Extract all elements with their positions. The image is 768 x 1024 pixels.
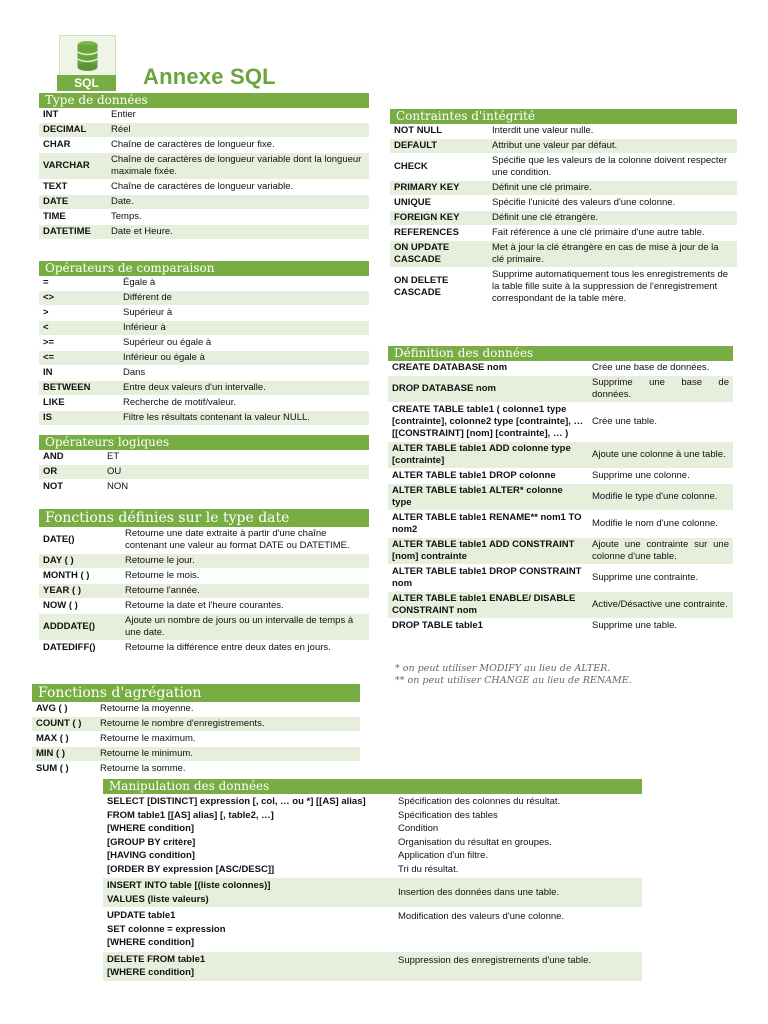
- aggregate-row: [32, 732, 360, 747]
- definition-row: [388, 361, 733, 376]
- comparison-row-key: <>: [39, 291, 119, 306]
- code-line: SET colonne = expression: [107, 923, 226, 935]
- constraint-row-description: Met à jour la clé étrangère en cas de mise à jour de la clé primaire.: [488, 241, 737, 268]
- code-line: [WHERE condition]: [107, 967, 195, 978]
- date-function-row-description: Retourne l'année.: [121, 584, 369, 599]
- definition-row-description: Supprime une table.: [588, 619, 733, 634]
- comparison-row: [39, 336, 369, 351]
- comparison-row-key: IN: [39, 366, 119, 381]
- logical-header: Opérateurs logiques: [39, 435, 369, 450]
- date-function-row-description: Retourne une date extraite à partir d'une chaîne contenant une valeur au format DATE ou DATETIME.: [121, 527, 369, 554]
- definition-row-key: CREATE TABLE table1 ( colonne1 type [contrainte], colonne2 type [contrainte], … [[CONSTRAINT] [nom] [contrainte], … ): [388, 403, 588, 442]
- date-function-row: [39, 614, 369, 641]
- constraint-row-key: ON UPDATE CASCADE: [390, 241, 488, 268]
- definition-row-description: Crée une base de données.: [588, 361, 733, 376]
- type-row-description: Temps.: [107, 210, 369, 225]
- comparison-row: [39, 306, 369, 321]
- definition-row-description: Crée une table.: [588, 403, 733, 442]
- manipulation-table: [103, 794, 642, 982]
- constraint-row: [390, 181, 737, 196]
- constraint-row: [390, 139, 737, 154]
- definition-row-key: ALTER TABLE table1 ALTER* colonne type: [388, 484, 588, 511]
- constraint-row-key: PRIMARY KEY: [390, 181, 488, 196]
- comparison-row: [39, 276, 369, 291]
- logical-row: [39, 480, 369, 495]
- insert-description: Insertion des données dans une table.: [394, 878, 642, 908]
- type-row-description: Date.: [107, 195, 369, 210]
- type-row-description: Chaîne de caractères de longueur variable dont la longueur maximale fixée.: [107, 153, 369, 180]
- code-line: [WHERE condition]: [107, 937, 195, 948]
- comparison-row-key: BETWEEN: [39, 381, 119, 396]
- type-row-key: TEXT: [39, 180, 107, 195]
- constraint-row: [390, 154, 737, 181]
- logical-row-key: AND: [39, 450, 103, 465]
- type-row: [39, 225, 369, 240]
- definition-row: [388, 469, 733, 484]
- constraint-row: [390, 241, 737, 268]
- code-line: FROM table1 [[AS] alias] [, table2, …]: [107, 809, 274, 821]
- definition-row-description: Modifie le type d'une colonne.: [588, 484, 733, 511]
- type-row-description: Chaîne de caractères de longueur variable.: [107, 180, 369, 195]
- comparison-row-description: Supérieur à: [119, 306, 369, 321]
- code-line: [GROUP BY critère]: [107, 836, 196, 848]
- definition-row: [388, 538, 733, 565]
- code-line: Spécification des tables: [398, 809, 498, 821]
- code-line: SELECT [DISTINCT] expression [, col, … ou *] [[AS] alias]: [107, 796, 366, 807]
- date-function-row: [39, 641, 369, 656]
- comparison-header: Opérateurs de comparaison: [39, 261, 369, 276]
- comparison-row: [39, 411, 369, 426]
- date-function-row-key: NOW ( ): [39, 599, 121, 614]
- definition-row-key: ALTER TABLE table1 ENABLE/ DISABLE CONSTRAINT nom: [388, 592, 588, 619]
- comparison-row-key: =: [39, 276, 119, 291]
- delete-description: Suppression des enregistrements d'une table.: [394, 951, 642, 981]
- note-modify: * on peut utiliser MODIFY au lieu de ALTER.: [395, 663, 611, 674]
- code-line: UPDATE table1: [107, 910, 176, 921]
- date-function-row-key: YEAR ( ): [39, 584, 121, 599]
- logo-label: SQL: [57, 75, 116, 91]
- definition-row-key: ALTER TABLE table1 RENAME** nom1 TO nom2: [388, 511, 588, 538]
- definition-row: [388, 442, 733, 469]
- types-table: [39, 108, 369, 240]
- definition-row: [388, 484, 733, 511]
- update-row: [103, 908, 642, 952]
- aggregate-row: [32, 717, 360, 732]
- type-row: [39, 123, 369, 138]
- logical-row: [39, 450, 369, 465]
- comparison-row-description: Supérieur ou égale à: [119, 336, 369, 351]
- definition-row: [388, 376, 733, 403]
- aggregate-row: [32, 762, 360, 777]
- select-description: [394, 794, 642, 878]
- date-function-row: [39, 554, 369, 569]
- date-function-row-description: Retourne la date et l'heure courantes.: [121, 599, 369, 614]
- comparison-row-description: Égale à: [119, 276, 369, 291]
- constraint-row-description: Interdit une valeur nulle.: [488, 124, 737, 139]
- comparison-row: [39, 366, 369, 381]
- constraints-table: [390, 124, 737, 307]
- select-syntax: [103, 794, 394, 878]
- update-description: Modification des valeurs d'une colonne.: [394, 908, 642, 952]
- type-row: [39, 195, 369, 210]
- aggregate-table: [32, 702, 360, 777]
- constraint-row-key: REFERENCES: [390, 226, 488, 241]
- definition-row-description: Supprime une contrainte.: [588, 565, 733, 592]
- type-row-key: DATETIME: [39, 225, 107, 240]
- logical-row-description: OU: [103, 465, 369, 480]
- code-line: Organisation du résultat en groupes.: [398, 836, 552, 848]
- code-line: Condition: [398, 823, 439, 834]
- definition-row-key: CREATE DATABASE nom: [388, 361, 588, 376]
- code-line: VALUES (liste valeurs): [107, 893, 209, 905]
- constraint-row-key: ON DELETE CASCADE: [390, 268, 488, 307]
- logical-row-key: OR: [39, 465, 103, 480]
- dates-section: [39, 509, 369, 656]
- date-function-row-key: DATE(): [39, 527, 121, 554]
- dates-table: [39, 527, 369, 656]
- constraint-row: [390, 124, 737, 139]
- aggregate-section: [32, 684, 360, 777]
- definition-row-description: Supprime une colonne.: [588, 469, 733, 484]
- code-line: Application d'un filtre.: [398, 850, 489, 861]
- date-function-row-key: MONTH ( ): [39, 569, 121, 584]
- insert-syntax: [103, 878, 394, 908]
- type-row-key: VARCHAR: [39, 153, 107, 180]
- type-row-key: DECIMAL: [39, 123, 107, 138]
- comparison-row: [39, 321, 369, 336]
- definition-row-description: Ajoute une contrainte sur une colonne d'une table.: [588, 538, 733, 565]
- page-title: Annexe SQL: [143, 64, 276, 89]
- type-row: [39, 210, 369, 225]
- aggregate-row-description: Retourne le nombre d'enregistrements.: [96, 717, 360, 732]
- type-row-key: DATE: [39, 195, 107, 210]
- comparison-row-key: <=: [39, 351, 119, 366]
- definition-table: [388, 361, 733, 634]
- logical-row-key: NOT: [39, 480, 103, 495]
- code-line: INSERT INTO table [(liste colonnes)]: [107, 880, 271, 891]
- definition-row: [388, 403, 733, 442]
- comparison-row-description: Dans: [119, 366, 369, 381]
- definition-row-description: Active/Désactive une contrainte.: [588, 592, 733, 619]
- definition-row-key: DROP DATABASE nom: [388, 376, 588, 403]
- date-function-row: [39, 527, 369, 554]
- constraint-row: [390, 226, 737, 241]
- comparison-row: [39, 396, 369, 411]
- type-row-description: Chaîne de caractères de longueur fixe.: [107, 138, 369, 153]
- type-row-key: INT: [39, 108, 107, 123]
- comparison-row-description: Inférieur à: [119, 321, 369, 336]
- sql-logo: [57, 35, 116, 91]
- definition-row-key: ALTER TABLE table1 ADD CONSTRAINT [nom] contrainte: [388, 538, 588, 565]
- constraint-row-description: Fait référence à une clé primaire d'une autre table.: [488, 226, 737, 241]
- date-function-row-key: DATEDIFF(): [39, 641, 121, 656]
- constraint-row: [390, 196, 737, 211]
- constraint-row-description: Spécifie que les valeurs de la colonne doivent respecter une condition.: [488, 154, 737, 181]
- logical-table: [39, 450, 369, 495]
- aggregate-row-key: AVG ( ): [32, 702, 96, 717]
- code-line: DELETE FROM table1: [107, 953, 206, 965]
- logical-row-description: NON: [103, 480, 369, 495]
- definition-section: [388, 346, 733, 634]
- definition-row: [388, 592, 733, 619]
- delete-syntax: [103, 951, 394, 981]
- aggregate-row-description: Retourne la somme.: [96, 762, 360, 777]
- code-line: [WHERE condition]: [107, 823, 195, 834]
- definition-header: Définition des données: [388, 346, 733, 361]
- constraint-row-key: CHECK: [390, 154, 488, 181]
- date-function-row: [39, 599, 369, 614]
- type-row: [39, 180, 369, 195]
- constraint-row: [390, 268, 737, 307]
- comparison-row-description: Inférieur ou égale à: [119, 351, 369, 366]
- date-function-row: [39, 569, 369, 584]
- database-icon: [59, 35, 116, 77]
- types-section: [39, 93, 369, 240]
- date-function-row-description: Retourne le jour.: [121, 554, 369, 569]
- constraint-row-key: UNIQUE: [390, 196, 488, 211]
- comparison-row-key: >=: [39, 336, 119, 351]
- aggregate-row-description: Retourne le minimum.: [96, 747, 360, 762]
- comparison-row-description: Filtre les résultats contenant la valeur NULL.: [119, 411, 369, 426]
- aggregate-row-key: MIN ( ): [32, 747, 96, 762]
- comparison-row: [39, 381, 369, 396]
- comparison-row-key: IS: [39, 411, 119, 426]
- constraint-row-description: Attribut une valeur par défaut.: [488, 139, 737, 154]
- code-line: [ORDER BY expression [ASC/DESC]]: [107, 863, 275, 875]
- definition-row: [388, 511, 733, 538]
- note-change: ** on peut utiliser CHANGE au lieu de RENAME.: [395, 675, 632, 686]
- manipulation-section: [103, 779, 642, 982]
- date-function-row-description: Retourne la différence entre deux dates en jours.: [121, 641, 369, 656]
- constraint-row-description: Définit une clé étrangère.: [488, 211, 737, 226]
- date-function-row-description: Ajoute un nombre de jours ou un intervalle de temps à une date.: [121, 614, 369, 641]
- date-function-row-description: Retourne le mois.: [121, 569, 369, 584]
- comparison-row-key: LIKE: [39, 396, 119, 411]
- constraint-row: [390, 211, 737, 226]
- aggregate-header: Fonctions d'agrégation: [32, 684, 360, 702]
- logical-section: [39, 435, 369, 495]
- constraint-row-description: Définit une clé primaire.: [488, 181, 737, 196]
- constraint-row-description: Spécifie l'unicité des valeurs d'une colonne.: [488, 196, 737, 211]
- aggregate-row-description: Retourne le maximum.: [96, 732, 360, 747]
- definition-row-description: Ajoute une colonne à une table.: [588, 442, 733, 469]
- definition-row-description: Supprime une base de données.: [588, 376, 733, 403]
- code-line: [HAVING condition]: [107, 850, 195, 861]
- logical-row: [39, 465, 369, 480]
- definition-row: [388, 619, 733, 634]
- type-row: [39, 108, 369, 123]
- insert-row: [103, 878, 642, 908]
- constraint-row-description: Supprime automatiquement tous les enregistrements de la table fille suite à la suppression de l'enregistrement correspondant de la table mère.: [488, 268, 737, 307]
- type-row-description: Entier: [107, 108, 369, 123]
- date-function-row-key: DAY ( ): [39, 554, 121, 569]
- comparison-table: [39, 276, 369, 426]
- aggregate-row-key: MAX ( ): [32, 732, 96, 747]
- comparison-row-description: Recherche de motif/valeur.: [119, 396, 369, 411]
- type-row-description: Date et Heure.: [107, 225, 369, 240]
- constraint-row-key: FOREIGN KEY: [390, 211, 488, 226]
- type-row-key: TIME: [39, 210, 107, 225]
- definition-row-key: ALTER TABLE table1 ADD colonne type [contrainte]: [388, 442, 588, 469]
- types-header: Type de données: [39, 93, 369, 108]
- definition-row-key: ALTER TABLE table1 DROP CONSTRAINT nom: [388, 565, 588, 592]
- aggregate-row-key: COUNT ( ): [32, 717, 96, 732]
- comparison-section: [39, 261, 369, 426]
- code-line: Tri du résultat.: [398, 863, 459, 875]
- definition-row-description: Modifie le nom d'une colonne.: [588, 511, 733, 538]
- comparison-row-description: Entre deux valeurs d'un intervalle.: [119, 381, 369, 396]
- aggregate-row: [32, 702, 360, 717]
- type-row-key: CHAR: [39, 138, 107, 153]
- comparison-row-key: >: [39, 306, 119, 321]
- constraints-header: Contraintes d'intégrité: [390, 109, 737, 124]
- comparison-row-description: Différent de: [119, 291, 369, 306]
- type-row: [39, 153, 369, 180]
- constraint-row-key: NOT NULL: [390, 124, 488, 139]
- comparison-row-key: <: [39, 321, 119, 336]
- constraints-section: [390, 109, 737, 307]
- code-line: Spécification des colonnes du résultat.: [398, 796, 561, 807]
- date-function-row: [39, 584, 369, 599]
- definition-row-key: ALTER TABLE table1 DROP colonne: [388, 469, 588, 484]
- date-function-row-key: ADDDATE(): [39, 614, 121, 641]
- definition-row-key: DROP TABLE table1: [388, 619, 588, 634]
- manipulation-header: Manipulation des données: [103, 779, 642, 794]
- type-row-description: Réel: [107, 123, 369, 138]
- aggregate-row: [32, 747, 360, 762]
- comparison-row: [39, 351, 369, 366]
- logical-row-description: ET: [103, 450, 369, 465]
- aggregate-row-key: SUM ( ): [32, 762, 96, 777]
- constraint-row-key: DEFAULT: [390, 139, 488, 154]
- delete-row: [103, 951, 642, 981]
- aggregate-row-description: Retourne la moyenne.: [96, 702, 360, 717]
- select-row: [103, 794, 642, 878]
- update-syntax: [103, 908, 394, 952]
- dates-header: Fonctions définies sur le type date: [39, 509, 369, 527]
- comparison-row: [39, 291, 369, 306]
- type-row: [39, 138, 369, 153]
- definition-row: [388, 565, 733, 592]
